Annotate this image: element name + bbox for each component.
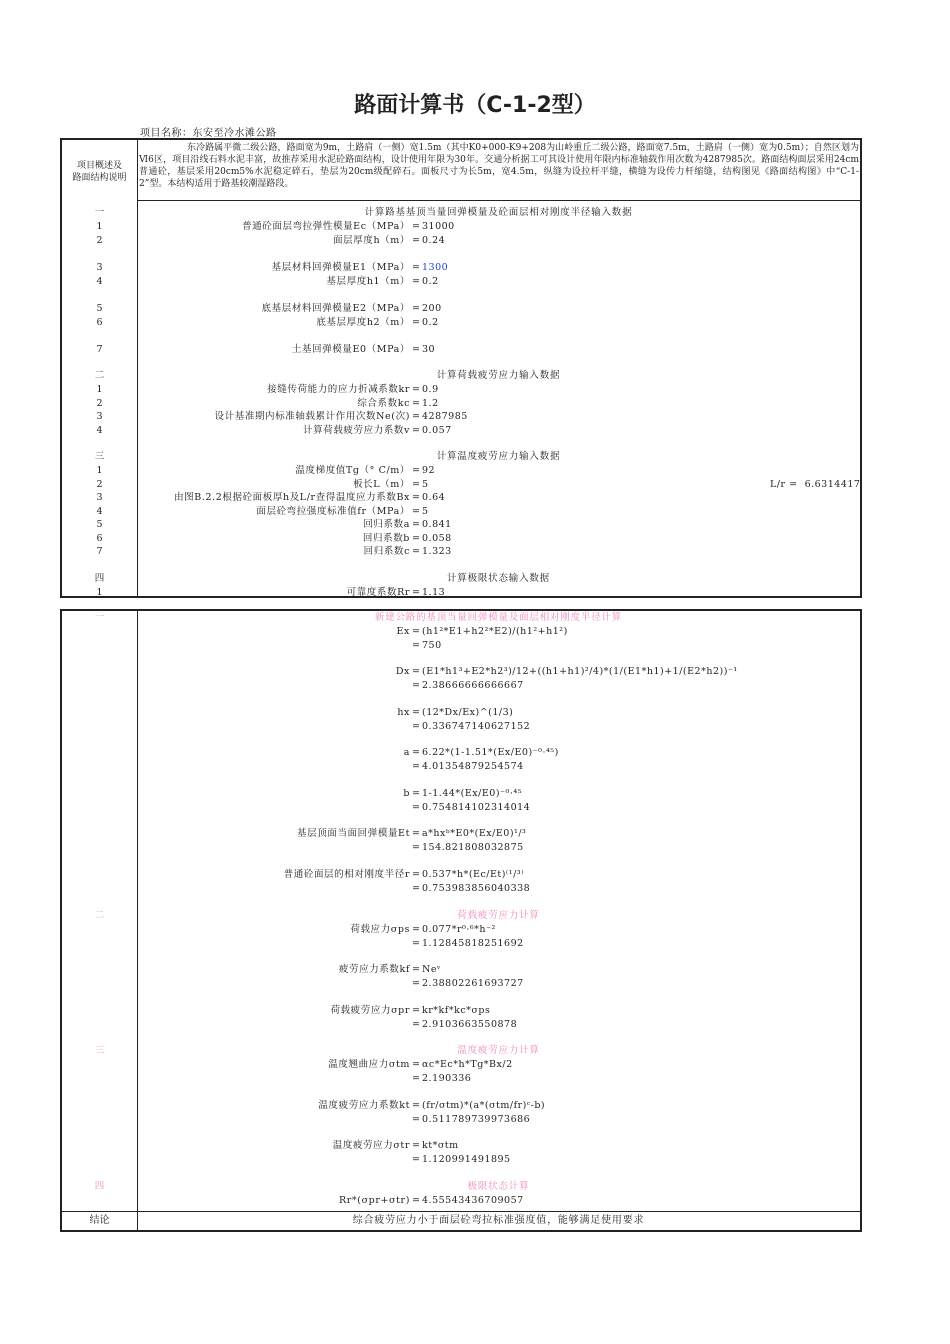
equals-sign: = [412,587,420,598]
row-label: 设计基准期内标准轴载累计作用次数Ne(次) [214,411,410,422]
row-value: 1.323 [422,546,452,557]
calc-formula-row [62,746,860,760]
input-row [62,275,860,289]
calc-result-row [62,1018,860,1032]
overview-label-line2: 路面结构说明 [72,173,127,183]
input-row [62,343,860,357]
equals-sign: = [412,964,420,975]
calc-formula-row [62,1139,860,1153]
input-row [62,410,860,424]
row-label: 回归系数a [363,519,410,530]
equals-sign: = [412,626,420,637]
calc-formula: kt*σtm [422,1140,459,1151]
equals-sign: = [412,1019,420,1030]
overview-divider [137,200,860,201]
calc-formula-row [62,1099,860,1113]
row-number: 1 [96,587,103,598]
equals-sign: = [412,262,420,273]
section-title: 计算温度疲劳应力输入数据 [436,451,561,462]
row-value: 200 [422,303,442,314]
row-number: 2 [96,235,103,246]
equals-sign: = [412,680,420,691]
row-label: 接缝传荷能力的应力折减系数kr [267,384,410,395]
input-row [62,464,860,478]
row-number: 1 [96,465,103,476]
equals-sign: = [412,707,420,718]
calc-label: Dx [395,666,410,677]
input-row [62,261,860,275]
row-label: 普通砼面层弯拉弹性模量Ec（MPa） [242,221,410,232]
section-title: 温度疲劳应力计算 [457,1045,540,1056]
equals-sign: = [412,546,420,557]
row-value: 5 [422,506,429,517]
lr-ratio [770,478,860,492]
page-title: 路面计算书（C-1-2型） [354,93,596,118]
row-value: 0.058 [422,533,452,544]
row-number: 2 [96,479,103,490]
calc-result: 2.38666666666667 [422,680,524,691]
calc-result-row [62,1153,860,1167]
calc-section-4-header [62,1180,860,1194]
equals-sign: = [412,938,420,949]
equals-sign: = [412,828,420,839]
row-number: 3 [96,262,103,273]
calc-formula: a*hxᵇ*E0*(Ex/E0)¹/³ [422,828,527,839]
equals-sign: = [412,221,420,232]
row-number: 7 [96,546,103,557]
calc-result-row [62,720,860,734]
input-row [62,518,860,532]
calc-label: 普通砼面层的相对刚度半径r [283,869,410,880]
equals-sign: = [412,384,420,395]
equals-sign: = [412,303,420,314]
row-value: 0.841 [422,519,452,530]
calc-formula: Neᵛ [422,964,441,975]
calc-result: 750 [422,640,442,651]
section-number: 四 [94,573,105,584]
input-section-4-header [62,572,860,586]
input-row [62,316,860,330]
section-number: 二 [94,370,105,381]
row-number: 6 [96,533,103,544]
row-label: 回归系数c [363,546,410,557]
calc-result-row [62,1072,860,1086]
row-label: 面层厚度h（m） [333,235,410,246]
overview-text: 东冷路属平微二级公路，路面宽为9m，土路肩（一侧）宽1.5m（其中K0+000-K9+208为山岭重丘二级公路，路面宽7.5m，土路肩（一侧）宽为0.5m）；自然区划为Ⅵ6区，项目沿线石料水泥丰富，故推荐采用水泥砼路面结构，设计使用年限为30年。交通分析据工可其设计使用年限内标准轴载作用次数为4287985次。路面结构面层采用24cm普通砼，基层采用20cm5%水泥稳定碎石，垫层为20cm级配碎石。面板尺寸为长5m，宽4.5m，纵缝为设拉杆平缝，横缝为设传力杆缩缝，结构图见《路面结构图》中“C-1-2”型。本结构适用于路基较潮湿路段。 [139,143,859,189]
calc-formula: αc*Ec*h*Tg*Bx/2 [422,1059,513,1070]
calc-label: 温度疲劳应力σtr [332,1140,410,1151]
equals-sign: = [412,666,420,677]
equals-sign: = [412,761,420,772]
calc-result-row [62,679,860,693]
calc-result-row [62,1113,860,1127]
calc-section-3-header [62,1044,860,1058]
calc-result-row [62,1194,860,1208]
calc-formula: (E1*h1³+E2*h2³)/12+((h1+h1)²/4)*(1/(E1*h1)+1/(E2*h2))⁻¹ [422,666,738,677]
equals-sign: = [412,869,420,880]
row-label: 基层厚度h1（m） [326,276,410,287]
equals-sign: = [412,802,420,813]
calc-label: a [403,747,410,758]
calc-formula: (fr/σtm)*(a*(σtm/fr)ᶜ-b) [422,1100,546,1111]
calc-result: 1.12845818251692 [422,938,524,949]
input-row [62,220,860,234]
row-label: 板长L（m） [353,479,410,490]
conclusion-label: 结论 [89,1215,110,1226]
input-row [62,478,860,492]
calc-formula-row [62,868,860,882]
equals-sign: = [412,640,420,651]
equals-sign: = [412,788,420,799]
calc-section-1-header [62,611,860,625]
row-number: 7 [96,344,103,355]
row-number: 4 [96,276,103,287]
conclusion-text: 综合疲劳应力小于面层砼弯拉标准强度值，能够满足使用要求 [352,1215,645,1226]
calc-result: 2.38802261693727 [422,978,524,989]
row-number: 1 [96,221,103,232]
row-number: 3 [96,411,103,422]
calc-result: 0.753983856040338 [422,883,531,894]
project-name: 项目名称：东安至冷水滩公路 [140,128,277,139]
equals-sign: = [412,924,420,935]
equals-sign: = [412,1140,420,1151]
calc-formula: kr*kf*kc*σps [422,1005,491,1016]
calc-result-row [62,801,860,815]
calc-formula: 0.077*r⁰·⁶*h⁻² [422,924,496,935]
input-row [62,505,860,519]
equals-sign: = [412,398,420,409]
equals-sign: = [412,344,420,355]
input-row [62,532,860,546]
row-label: 温度梯度值Tg（° C/m） [295,465,410,476]
calc-result-row [62,882,860,896]
equals-sign: = [412,1059,420,1070]
calc-label: b [403,788,410,799]
calc-formula: (12*Dx/Ex)^(1/3) [422,707,514,718]
row-number: 6 [96,317,103,328]
row-number: 1 [96,384,103,395]
calc-result: 2.9103663550878 [422,1019,518,1030]
row-value: 0.057 [422,425,452,436]
row-value: 1.2 [422,398,439,409]
calc-formula-row [62,827,860,841]
row-label: 综合系数kc [357,398,410,409]
row-number: 4 [96,425,103,436]
row-value: 5 [422,479,429,490]
calc-result: 4.01354879254574 [422,761,524,772]
calc-label: 温度翘曲应力σtm [328,1059,410,1070]
row-value: 92 [422,465,436,476]
input-row [62,545,860,559]
row-label: 基层材料回弹模量E1（MPa） [271,262,410,273]
calc-result: 1.120991491895 [422,1154,511,1165]
input-row [62,424,860,438]
lr-ratio-value: 6.6314417 [804,479,861,490]
equals-sign: = [412,317,420,328]
equals-sign: = [412,978,420,989]
conclusion-row [62,1211,860,1230]
calc-result: 154.821808032875 [422,842,524,853]
equals-sign: = [412,721,420,732]
equals-sign: = [412,1073,420,1084]
section-number: 三 [94,451,105,462]
calc-result: 0.754814102314014 [422,802,531,813]
input-section-2-header [62,369,860,383]
calc-formula-row [62,1004,860,1018]
equals-sign: = [412,411,420,422]
calc-result-row [62,841,860,855]
row-label: 可靠度系数Rr [346,587,410,598]
row-value: 4287985 [422,411,468,422]
calculation-table [60,609,862,1232]
row-value: 0.2 [422,276,439,287]
section-number: 三 [94,1045,105,1056]
input-row [62,397,860,411]
calc-result-row [62,760,860,774]
calc-section-2-header [62,909,860,923]
calc-result: 0.511789739973686 [422,1114,531,1125]
calc-result-row [62,639,860,653]
equals-sign: = [412,235,420,246]
row-number: 3 [96,492,103,503]
lr-ratio-label: L/r = [770,479,798,490]
calc-formula-row [62,665,860,679]
calc-label: 荷载疲劳应力σpr [330,1005,410,1016]
calc-result-row [62,977,860,991]
equals-sign: = [412,492,420,503]
calc-formula-row [62,787,860,801]
overview-label-line1: 项目概述及 [76,161,122,171]
equals-sign: = [412,519,420,530]
section-title: 新建公路的基顶当量回弹模量及面层相对刚度半径计算 [374,612,623,623]
calc-label: 荷载应力σps [350,924,410,935]
section-number: 一 [94,612,105,623]
section-title: 计算路基基顶当量回弹模量及砼面层相对刚度半径输入数据 [364,207,633,218]
equals-sign: = [412,506,420,517]
section-number: 四 [94,1181,105,1192]
row-label: 计算荷载疲劳应力系数v [303,425,410,436]
equals-sign: = [412,425,420,436]
section-number: 二 [94,910,105,921]
section-title: 计算极限状态输入数据 [446,573,550,584]
calc-label: hx [397,707,410,718]
section-title: 计算荷载疲劳应力输入数据 [436,370,561,381]
row-value: 0.9 [422,384,439,395]
input-row [62,586,860,600]
calc-formula: (h1²*E1+h2²*E2)/(h1²+h1²) [422,626,568,637]
calc-formula-row [62,625,860,639]
calc-formula: 0.537*h*(Ec/Et)⁽¹/³⁾ [422,869,524,880]
row-number: 5 [96,303,103,314]
row-label: 回归系数b [362,533,410,544]
equals-sign: = [412,276,420,287]
equals-sign: = [412,1005,420,1016]
calc-result-row [62,937,860,951]
equals-sign: = [412,1195,420,1206]
overview-label [62,160,137,184]
calc-label: Rr*(σpr+σtr) [339,1195,410,1206]
row-value: 1300 [422,262,449,273]
section-title: 荷载疲劳应力计算 [457,910,540,921]
equals-sign: = [412,479,420,490]
row-value: 0.24 [422,235,446,246]
input-row [62,383,860,397]
input-row [62,234,860,248]
calc-label: 基层顶面当面回弹模量Et [297,828,410,839]
input-row [62,491,860,505]
row-number: 5 [96,519,103,530]
calc-formula: 6.22*(1-1.51*(Ex/E0)⁻⁰·⁴⁵) [422,747,559,758]
row-value: 31000 [422,221,455,232]
equals-sign: = [412,1100,420,1111]
equals-sign: = [412,747,420,758]
calc-label: 疲劳应力系数kf [338,964,410,975]
row-number: 4 [96,506,103,517]
equals-sign: = [412,883,420,894]
calc-formula-row [62,963,860,977]
calc-formula-row [62,706,860,720]
row-label: 底基层材料回弹模量E2（MPa） [261,303,410,314]
equals-sign: = [412,842,420,853]
equals-sign: = [412,465,420,476]
calc-formula: 1-1.44*(Ex/E0)⁻⁰·⁴⁵ [422,788,523,799]
row-number: 2 [96,398,103,409]
equals-sign: = [412,1114,420,1125]
equals-sign: = [412,533,420,544]
row-value: 30 [422,344,436,355]
section-title: 极限状态计算 [467,1181,530,1192]
row-label: 由图B.2.2根据砼面板厚h及L/r查得温度应力系数Bx [174,492,410,503]
input-section-1-header [62,206,860,220]
equals-sign: = [412,1154,420,1165]
calc-result: 4.55543436709057 [422,1195,524,1206]
input-data-table [60,138,862,598]
calc-formula-row [62,1058,860,1072]
row-label: 面层砼弯拉强度标准值fr（MPa） [256,506,410,517]
input-section-3-header [62,450,860,464]
input-row [62,302,860,316]
calc-result: 2.190336 [422,1073,472,1084]
row-value: 0.64 [422,492,446,503]
row-label: 底基层厚度h2（m） [316,317,410,328]
calc-label: Ex [396,626,410,637]
section-number: 一 [94,207,105,218]
calc-result: 0.336747140627152 [422,721,531,732]
row-label: 土基回弹模量E0（MPa） [291,344,410,355]
row-value: 0.2 [422,317,439,328]
row-value: 1.13 [422,587,446,598]
calc-label: 温度疲劳应力系数kt [318,1100,410,1111]
calc-formula-row [62,923,860,937]
